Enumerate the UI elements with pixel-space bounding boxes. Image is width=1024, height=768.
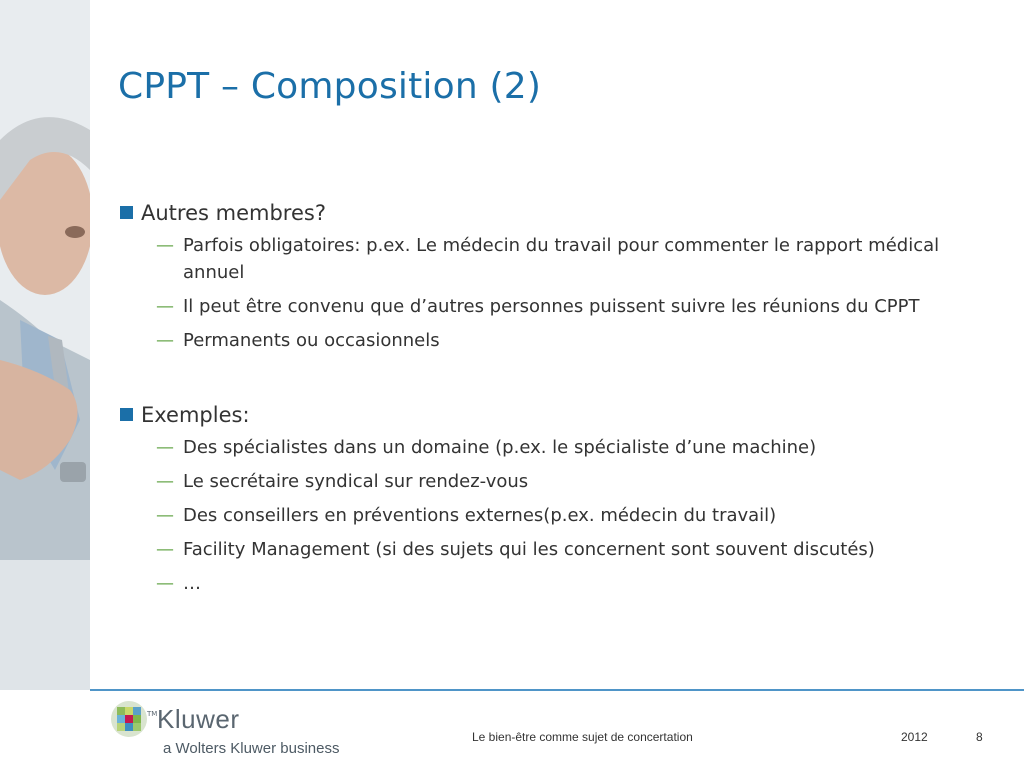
kluwer-grid-icon — [110, 700, 148, 738]
dash-bullet-icon: — — [156, 296, 174, 317]
dash-bullet-icon: — — [156, 330, 174, 351]
dash-bullet-icon: — — [156, 505, 174, 526]
dash-bullet-icon: — — [156, 539, 174, 560]
dash-bullet-icon: — — [156, 235, 174, 256]
bullet-level2 — [154, 570, 998, 597]
bullet-level2 — [154, 468, 998, 495]
bullet-level2 — [154, 293, 998, 320]
slide-title: CPPT – Composition (2) — [118, 66, 542, 107]
bullet-level2 — [154, 536, 998, 563]
square-bullet-icon — [120, 206, 133, 219]
logo-wordmark: Kluwer — [157, 704, 240, 734]
kluwer-logo — [110, 700, 360, 760]
bullet-text: Il peut être convenu que d’autres personnes puissent suivre les réunions du CPPT — [183, 296, 920, 317]
footer-divider — [90, 689, 1024, 691]
bullet-text: Le secrétaire syndical sur rendez-vous — [183, 471, 529, 492]
bullet-text: … — [183, 573, 201, 594]
photo-illustration — [0, 0, 90, 690]
decorative-photo — [0, 0, 90, 690]
dash-bullet-icon: — — [156, 573, 174, 594]
bullet-text: Des conseillers en préventions externes(p.ex. médecin du travail) — [183, 505, 777, 526]
footer-title: Le bien-être comme sujet de concertation — [472, 730, 693, 744]
logo-trademark: TM — [147, 710, 158, 718]
bullet-level2 — [154, 434, 998, 461]
slide-content — [118, 198, 998, 604]
bullet-text: Permanents ou occasionnels — [183, 330, 440, 351]
bullet-level2 — [154, 502, 998, 529]
bullet-text: Parfois obligatoires: p.ex. Le médecin du travail pour commenter le rapport médical annuel — [183, 235, 940, 283]
section-heading: Exemples: — [141, 403, 250, 427]
section-heading: Autres membres? — [141, 201, 326, 225]
section-autres-membres — [118, 198, 998, 354]
section-exemples — [118, 400, 998, 597]
footer-year: 2012 — [901, 730, 928, 744]
dash-bullet-icon: — — [156, 437, 174, 458]
logo-tagline: a Wolters Kluwer business — [163, 740, 340, 757]
bullet-level1 — [118, 198, 998, 228]
bullet-level2 — [154, 232, 998, 286]
bullet-text: Des spécialistes dans un domaine (p.ex. le spécialiste d’une machine) — [183, 437, 817, 458]
bullet-level2 — [154, 327, 998, 354]
dash-bullet-icon: — — [156, 471, 174, 492]
bullet-text: Facility Management (si des sujets qui les concernent sont souvent discutés) — [183, 539, 875, 560]
bullet-level1 — [118, 400, 998, 430]
square-bullet-icon — [120, 408, 133, 421]
page-number: 8 — [976, 730, 983, 744]
